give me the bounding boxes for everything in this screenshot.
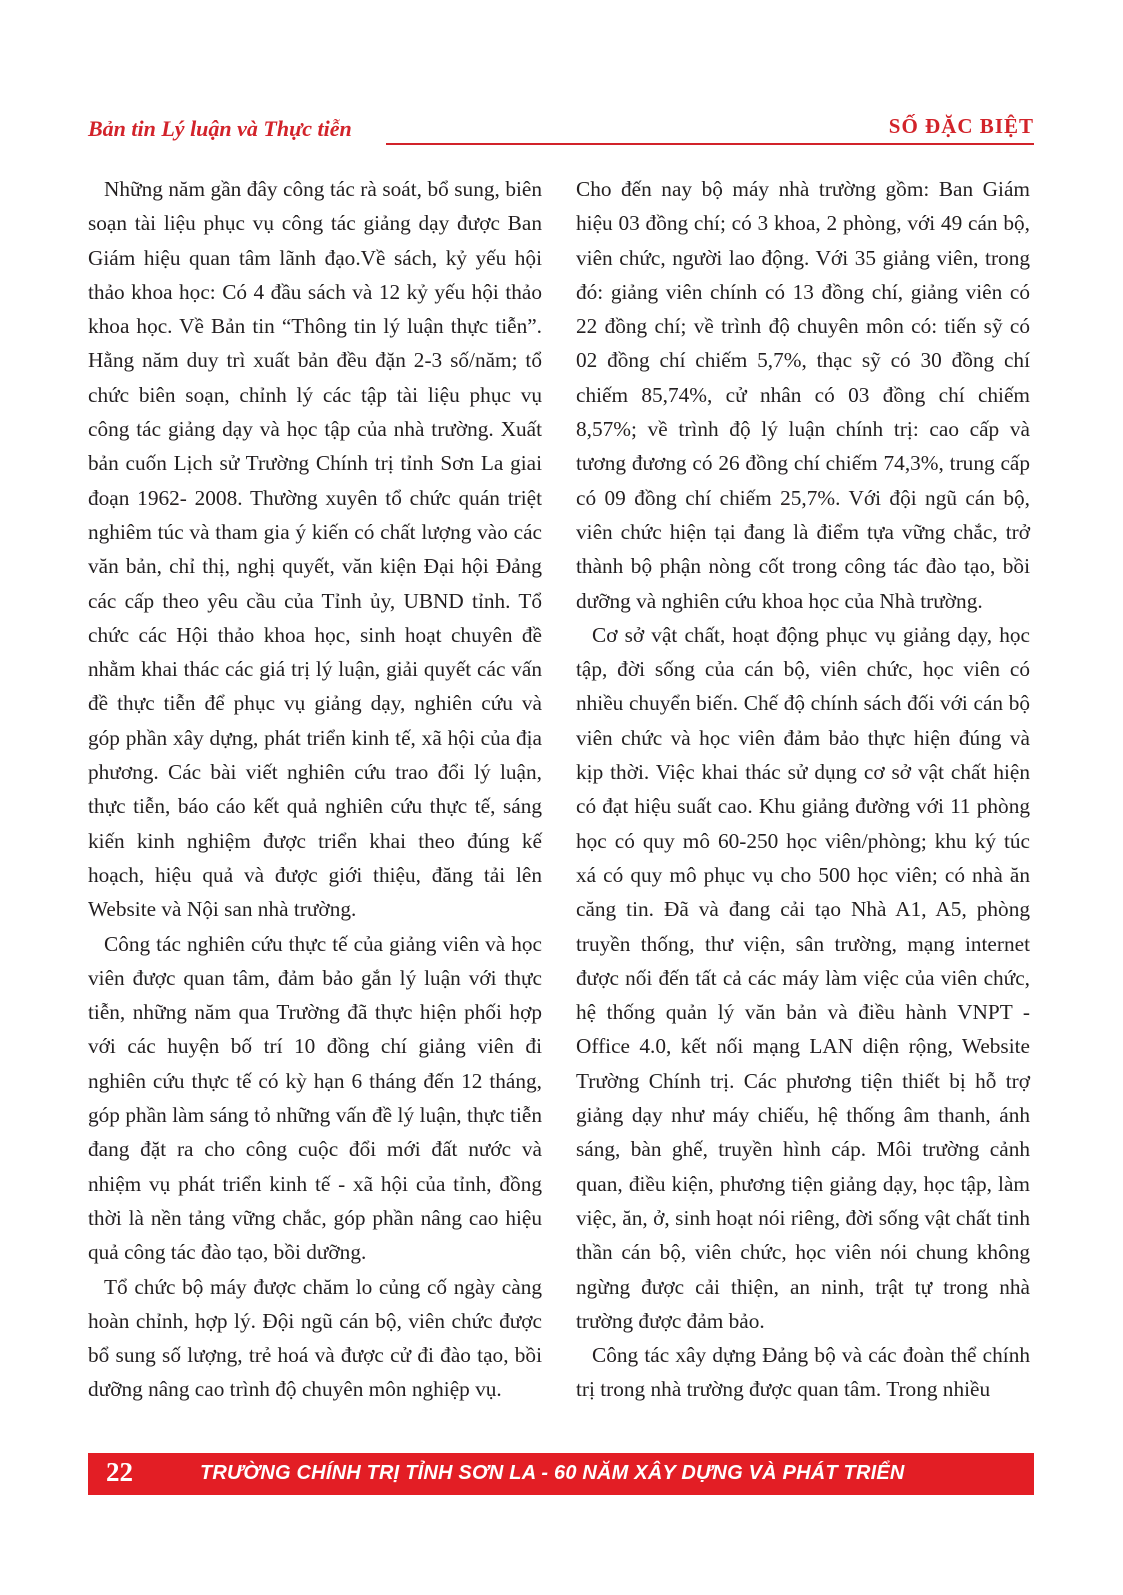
page-number: 22	[106, 1457, 133, 1487]
right-column	[576, 172, 1030, 1407]
paragraph: Tổ chức bộ máy được chăm lo củng cố ngày càng hoàn chỉnh, hợp lý. Đội ngũ cán bộ, viên chức được bổ sung số lượng, trẻ hoá và được cử đi đào tạo, bồi dưỡng nâng cao trình độ chuyên môn nghiệp vụ.	[88, 1274, 542, 1402]
paragraph: Cơ sở vật chất, hoạt động phục vụ giảng dạy, học tập, đời sống của cán bộ, viên chức, học viên có nhiều chuyển biến. Chế độ chính sách đối với cán bộ viên chức và học viên đảm bảo thực hiện đúng và kịp thời. Việc khai thác sử dụng cơ sở vật chất hiện có đạt hiệu suất cao. Khu giảng đường với 11 phòng học có quy mô 60-250 học viên/phòng; khu ký túc xá có quy mô phục vụ cho 500 học viên; có nhà ăn căng tin. Đã và đang cải tạo Nhà A1, A5, phòng truyền thống, thư viện, sân trường, mạng internet được nối đến tất cả các máy làm việc của viên chức, hệ thống quản lý văn bản và điều hành VNPT - Office 4.0, kết nối mạng LAN diện rộng, Website Trường Chính trị. Các phương tiện thiết bị hỗ trợ giảng dạy như máy chiếu, hệ thống âm thanh, ánh sáng, bàn ghế, truyền hình cáp. Môi trường cảnh quan, điều kiện, phương tiện giảng dạy, học tập, làm việc, ăn, ở, sinh hoạt nói riêng, đời sống vật chất tinh thần cán bộ, viên chức, học viên nói chung không ngừng được cải thiện, an ninh, trật tự trong nhà trường được đảm bảo.	[576, 622, 1030, 1333]
paragraph: Những năm gần đây công tác rà soát, bổ sung, biên soạn tài liệu phục vụ công tác giảng dạy được Ban Giám hiệu quan tâm lãnh đạo.Về sách, kỷ yếu hội thảo khoa học: Có 4 đầu sách và 12 kỷ yếu hội thảo khoa học. Về Bản tin “Thông tin lý luận thực tiễn”. Hằng năm duy trì xuất bản đều đặn 2-3 số/năm; tổ chức biên soạn, chỉnh lý các tập tài liệu phục vụ công tác giảng dạy và học tập của nhà trường. Xuất bản cuốn Lịch sử Trường Chính trị tỉnh Sơn La giai đoạn 1962- 2008. Thường xuyên tổ chức quán triệt nghiêm túc và tham gia ý kiến có chất lượng vào các văn bản, chỉ thị, nghị quyết, văn kiện Đại hội Đảng các cấp theo yêu cầu của Tỉnh ủy, UBND tỉnh. Tổ chức các Hội thảo khoa học, sinh hoạt chuyên đề nhằm khai thác các giá trị lý luận, giải quyết các vấn đề thực tiễn để phục vụ giảng dạy, nghiên cứu và góp phần xây dựng, phát triển kinh tế, xã hội của địa phương. Các bài viết nghiên cứu trao đổi lý luận, thực tiễn, báo cáo kết quả nghiên cứu thực tế, sáng kiến kinh nghiệm được triển khai theo đúng kế hoạch, hiệu quả và được giới thiệu, đăng tải lên Website và Nội san nhà trường.	[88, 177, 542, 922]
footer-title: TRƯỜNG CHÍNH TRỊ TỈNH SƠN LA - 60 NĂM XÂY DỰNG VÀ PHÁT TRIỂN	[200, 1462, 905, 1484]
paragraph: Công tác xây dựng Đảng bộ và các đoàn thể chính trị trong nhà trường được quan tâm. Trong nhiều	[576, 1343, 1030, 1402]
publication-title: Bản tin Lý luận và Thực tiễn	[88, 116, 352, 141]
header-rule	[386, 143, 1034, 145]
page-footer	[88, 1453, 1034, 1495]
paragraph: Cho đến nay bộ máy nhà trường gồm: Ban Giám hiệu 03 đồng chí; có 3 khoa, 2 phòng, với 49 cán bộ, viên chức, người lao động. Với 35 giảng viên, trong đó: giảng viên chính có 13 đồng chí, giảng viên có 22 đồng chí; về trình độ chuyên môn có: tiến sỹ có 02 đồng chí chiếm 5,7%, thạc sỹ có 30 đồng chí chiếm 85,74%, cử nhân có 03 đồng chí chiếm 8,57%; về trình độ lý luận chính trị: cao cấp và tương đương có 26 đồng chí chiếm 74,3%, trung cấp có 09 đồng chí chiếm 25,7%. Với đội ngũ cán bộ, viên chức hiện tại đang là điểm tựa vững chắc, trở thành bộ phận nòng cốt trong công tác đào tạo, bồi dưỡng và nghiên cứu khoa học của Nhà trường.	[576, 177, 1030, 613]
paragraph: Công tác nghiên cứu thực tế của giảng viên và học viên được quan tâm, đảm bảo gắn lý luận với thực tiễn, những năm qua Trường đã thực hiện phối hợp với các huyện bố trí 10 đồng chí giảng viên đi nghiên cứu thực tế có kỳ hạn 6 tháng đến 12 tháng, góp phần làm sáng tỏ những vấn đề lý luận, thực tiễn đang đặt ra cho công cuộc đổi mới đất nước và nhiệm vụ phát triển kinh tế - xã hội của tỉnh, đồng thời là nền tảng vững chắc, góp phần nâng cao hiệu quả công tác đào tạo, bồi dưỡng.	[88, 931, 542, 1265]
left-column	[88, 172, 542, 1407]
issue-label: SỐ ĐẶC BIỆT	[888, 114, 1034, 138]
page-header	[88, 112, 1034, 146]
